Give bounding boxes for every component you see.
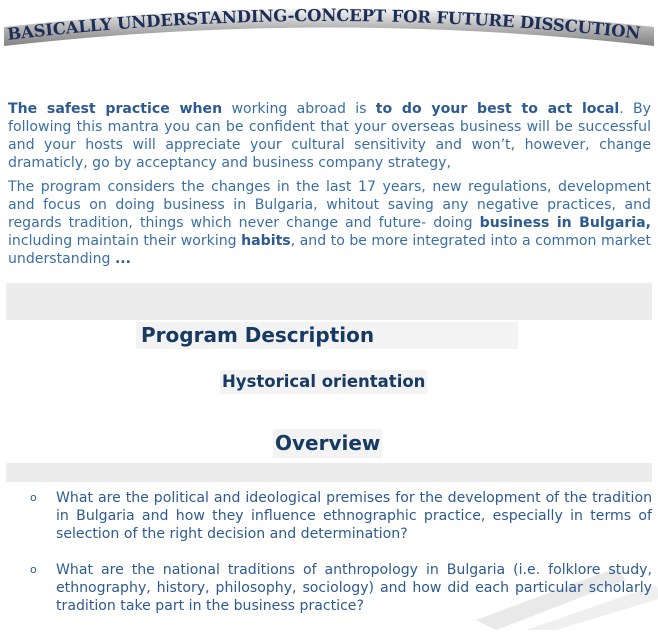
- list-item: [28, 561, 652, 615]
- question-text: What are the national traditions of anthropology in Bulgaria (i.e. folklore study, ethnography, history, philosophy, sociology) and how did each particular scholarly tradition take part in the business practice?: [56, 562, 652, 614]
- historical-orientation-heading: Hystorical orientation: [220, 370, 427, 394]
- question-list: [28, 489, 652, 633]
- banner-arc: [0, 0, 658, 62]
- overview-heading: Overview: [273, 429, 382, 458]
- banner-title: BASICALLY UNDERSTANDING-CONCEPT FOR FUTURE DISSCUTION: [6, 5, 642, 44]
- intro-paragraph-2: The program considers the changes in the last 17 years, new regulations, development and focus on doing business in Bulgaria, whitout saving any negative practices, and regards tradition, things which never change and future- doing business in Bulgaria, including maintain their working habits, and to be more integrated into a common market understanding ...: [8, 179, 652, 267]
- question-text: What are the political and ideological premises for the development of the tradition in Bulgaria and how they influence ethnographic practice, especially in terms of selection of the right decision and determination?: [56, 490, 652, 542]
- list-item: [28, 489, 652, 543]
- program-description-heading: Program Description: [136, 322, 518, 349]
- intro-paragraph-1: The safest practice when working abroad is to do your best to act local. By following this mantra you can be confident that your overseas business will be successful and your hosts will appreciate your cultural sensitivity and won’t, however, change dramaticly, go by acceptancy and business company strategy,: [8, 101, 651, 171]
- banner: [0, 0, 658, 62]
- intro-text: [8, 100, 651, 274]
- section-divider-top: [6, 283, 652, 320]
- bullet-icon: o: [30, 563, 37, 576]
- section-divider-bottom: [6, 463, 652, 482]
- bullet-icon: o: [30, 491, 37, 504]
